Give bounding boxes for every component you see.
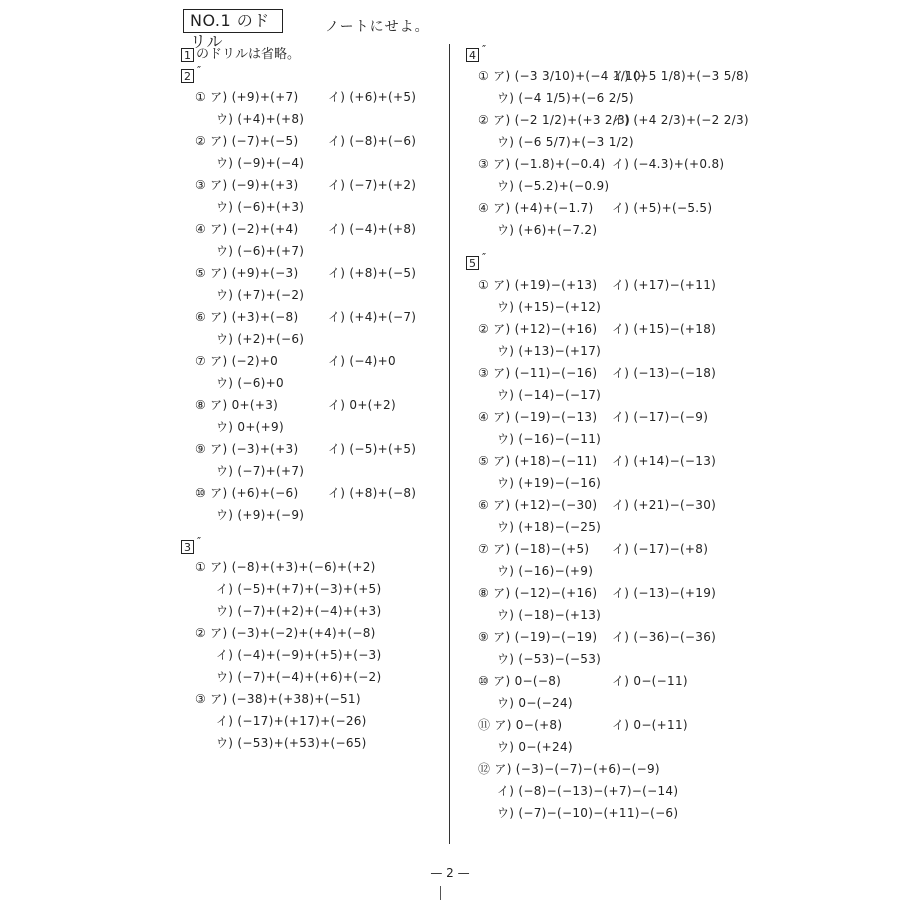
s4-line-7-a: ④ ア) (+4)+(−1.7) <box>478 201 594 215</box>
s2-line-17-b: イ) (−5)+(+5) <box>328 442 417 456</box>
s5-line-13-a: ⑦ ア) (−18)−(+5) <box>478 542 590 556</box>
section-2-number: 2 <box>181 69 194 83</box>
s3-line-9: ウ) (−53)+(+53)+(−65) <box>216 736 367 750</box>
s5-line-9-a: ⑤ ア) (+18)−(−11) <box>478 454 598 468</box>
s5-line-13-b: イ) (−17)−(+8) <box>612 542 709 556</box>
s3-line-3: ウ) (−7)+(+2)+(−4)+(+3) <box>216 604 382 618</box>
s5-line-19-b: イ) 0−(−11) <box>612 674 688 688</box>
section-5-heading <box>466 251 486 270</box>
title-instruction: ノートにせよ。 <box>325 19 430 35</box>
s2-line-13-a: ⑦ ア) (−2)+0 <box>195 354 279 368</box>
section-3-mark: ″ <box>197 535 202 548</box>
s3-line-5: イ) (−4)+(−9)+(+5)+(−3) <box>216 648 382 662</box>
s5-line-1-b: イ) (+17)−(+11) <box>612 278 717 292</box>
s3-line-1: ① ア) (−8)+(+3)+(−6)+(+2) <box>195 560 376 574</box>
s4-line-8-a: ウ) (+6)+(−7.2) <box>497 223 598 237</box>
s5-line-7-a: ④ ア) (−19)−(−13) <box>478 410 598 424</box>
s5-line-25-a: ウ) (−7)−(−10)−(+11)−(−6) <box>497 806 679 820</box>
s4-line-1-b: イ) (−5 1/8)+(−3 5/8) <box>612 69 749 83</box>
section-1-heading <box>181 43 300 62</box>
s5-line-19-a: ⑩ ア) 0−(−8) <box>478 674 562 688</box>
s2-line-6-a: ウ) (−6)+(+3) <box>216 200 305 214</box>
s5-line-16-a: ウ) (−18)−(+13) <box>497 608 602 622</box>
page-title: NO.1 のドリル <box>183 9 283 33</box>
s4-line-3-a: ② ア) (−2 1/2)+(+3 2/3) <box>478 113 631 127</box>
s2-line-14-a: ウ) (−6)+0 <box>216 376 284 390</box>
s2-line-10-a: ウ) (+7)+(−2) <box>216 288 305 302</box>
page-number: — 2 — <box>430 866 470 880</box>
s4-line-6-a: ウ) (−5.2)+(−0.9) <box>497 179 610 193</box>
s2-line-7-a: ④ ア) (−2)+(+4) <box>195 222 299 236</box>
s3-line-7: ③ ア) (−38)+(+38)+(−51) <box>195 692 361 706</box>
s5-line-18-a: ウ) (−53)−(−53) <box>497 652 602 666</box>
s2-line-19-a: ⑩ ア) (+6)+(−6) <box>195 486 299 500</box>
s4-line-1-a: ① ア) (−3 3/10)+(−4 1/10) <box>478 69 646 83</box>
s2-line-20-a: ウ) (+9)+(−9) <box>216 508 305 522</box>
s5-line-17-a: ⑨ ア) (−19)−(−19) <box>478 630 598 644</box>
s5-line-6-a: ウ) (−14)−(−17) <box>497 388 602 402</box>
section-1-text: のドリルは省略。 <box>196 47 301 62</box>
s2-line-12-a: ウ) (+2)+(−6) <box>216 332 305 346</box>
s2-line-3-b: イ) (−8)+(−6) <box>328 134 417 148</box>
s5-line-2-a: ウ) (+15)−(+12) <box>497 300 602 314</box>
s5-line-11-a: ⑥ ア) (+12)−(−30) <box>478 498 598 512</box>
section-4-mark: ″ <box>482 43 487 56</box>
s2-line-1-b: イ) (+6)+(+5) <box>328 90 417 104</box>
section-3-number: 3 <box>181 540 194 554</box>
s5-line-7-b: イ) (−17)−(−9) <box>612 410 709 424</box>
section-4-heading <box>466 43 486 62</box>
s2-line-15-b: イ) 0+(+2) <box>328 398 396 412</box>
s5-line-5-a: ③ ア) (−11)−(−16) <box>478 366 598 380</box>
column-divider <box>449 44 450 844</box>
s2-line-9-b: イ) (+8)+(−5) <box>328 266 417 280</box>
s2-line-11-a: ⑥ ア) (+3)+(−8) <box>195 310 299 324</box>
s5-line-3-b: イ) (+15)−(+18) <box>612 322 717 336</box>
s4-line-4-a: ウ) (−6 5/7)+(−3 1/2) <box>497 135 634 149</box>
s5-line-15-b: イ) (−13)−(+19) <box>612 586 717 600</box>
s5-line-4-a: ウ) (+13)−(+17) <box>497 344 602 358</box>
s5-line-20-a: ウ) 0−(−24) <box>497 696 573 710</box>
s2-line-5-a: ③ ア) (−9)+(+3) <box>195 178 299 192</box>
page-edge-mark <box>440 886 441 900</box>
s2-line-5-b: イ) (−7)+(+2) <box>328 178 417 192</box>
s5-line-5-b: イ) (−13)−(−18) <box>612 366 717 380</box>
s4-line-5-b: イ) (−4.3)+(+0.8) <box>612 157 725 171</box>
s5-line-22-a: ウ) 0−(+24) <box>497 740 573 754</box>
s5-line-23-a: ⑫ ア) (−3)−(−7)−(+6)−(−9) <box>478 762 660 776</box>
s2-line-7-b: イ) (−4)+(+8) <box>328 222 417 236</box>
s2-line-16-a: ウ) 0+(+9) <box>216 420 284 434</box>
s2-line-15-a: ⑧ ア) 0+(+3) <box>195 398 279 412</box>
s4-line-5-a: ③ ア) (−1.8)+(−0.4) <box>478 157 606 171</box>
s5-line-10-a: ウ) (+19)−(−16) <box>497 476 602 490</box>
s5-line-24-a: イ) (−8)−(−13)−(+7)−(−14) <box>497 784 679 798</box>
s2-line-1-a: ① ア) (+9)+(+7) <box>195 90 299 104</box>
section-1-number: 1 <box>181 48 194 62</box>
s3-line-6: ウ) (−7)+(−4)+(+6)+(−2) <box>216 670 382 684</box>
s5-line-21-a: ⑪ ア) 0−(+8) <box>478 718 563 732</box>
s5-line-9-b: イ) (+14)−(−13) <box>612 454 717 468</box>
s4-line-7-b: イ) (+5)+(−5.5) <box>612 201 713 215</box>
s5-line-3-a: ② ア) (+12)−(+16) <box>478 322 598 336</box>
section-5-mark: ″ <box>482 251 487 264</box>
s5-line-8-a: ウ) (−16)−(−11) <box>497 432 602 446</box>
s2-line-19-b: イ) (+8)+(−8) <box>328 486 417 500</box>
s3-line-4: ② ア) (−3)+(−2)+(+4)+(−8) <box>195 626 376 640</box>
section-4-number: 4 <box>466 48 479 62</box>
s2-line-17-a: ⑨ ア) (−3)+(+3) <box>195 442 299 456</box>
s2-line-4-a: ウ) (−9)+(−4) <box>216 156 305 170</box>
s2-line-18-a: ウ) (−7)+(+7) <box>216 464 305 478</box>
s3-line-2: イ) (−5)+(+7)+(−3)+(+5) <box>216 582 382 596</box>
s5-line-21-b: イ) 0−(+11) <box>612 718 688 732</box>
section-2-heading <box>181 64 201 83</box>
s2-line-13-b: イ) (−4)+0 <box>328 354 396 368</box>
section-5-number: 5 <box>466 256 479 270</box>
s2-line-2-a: ウ) (+4)+(+8) <box>216 112 305 126</box>
s3-line-8: イ) (−17)+(+17)+(−26) <box>216 714 367 728</box>
s4-line-2-a: ウ) (−4 1/5)+(−6 2/5) <box>497 91 634 105</box>
s5-line-15-a: ⑧ ア) (−12)−(+16) <box>478 586 598 600</box>
s2-line-9-a: ⑤ ア) (+9)+(−3) <box>195 266 299 280</box>
s5-line-14-a: ウ) (−16)−(+9) <box>497 564 594 578</box>
s5-line-11-b: イ) (+21)−(−30) <box>612 498 717 512</box>
section-3-heading <box>181 535 201 554</box>
section-2-mark: ″ <box>197 64 202 77</box>
s5-line-1-a: ① ア) (+19)−(+13) <box>478 278 598 292</box>
s5-line-12-a: ウ) (+18)−(−25) <box>497 520 602 534</box>
s5-line-17-b: イ) (−36)−(−36) <box>612 630 717 644</box>
s2-line-11-b: イ) (+4)+(−7) <box>328 310 417 324</box>
s2-line-8-a: ウ) (−6)+(+7) <box>216 244 305 258</box>
s2-line-3-a: ② ア) (−7)+(−5) <box>195 134 299 148</box>
s4-line-3-b: イ) (+4 2/3)+(−2 2/3) <box>612 113 749 127</box>
